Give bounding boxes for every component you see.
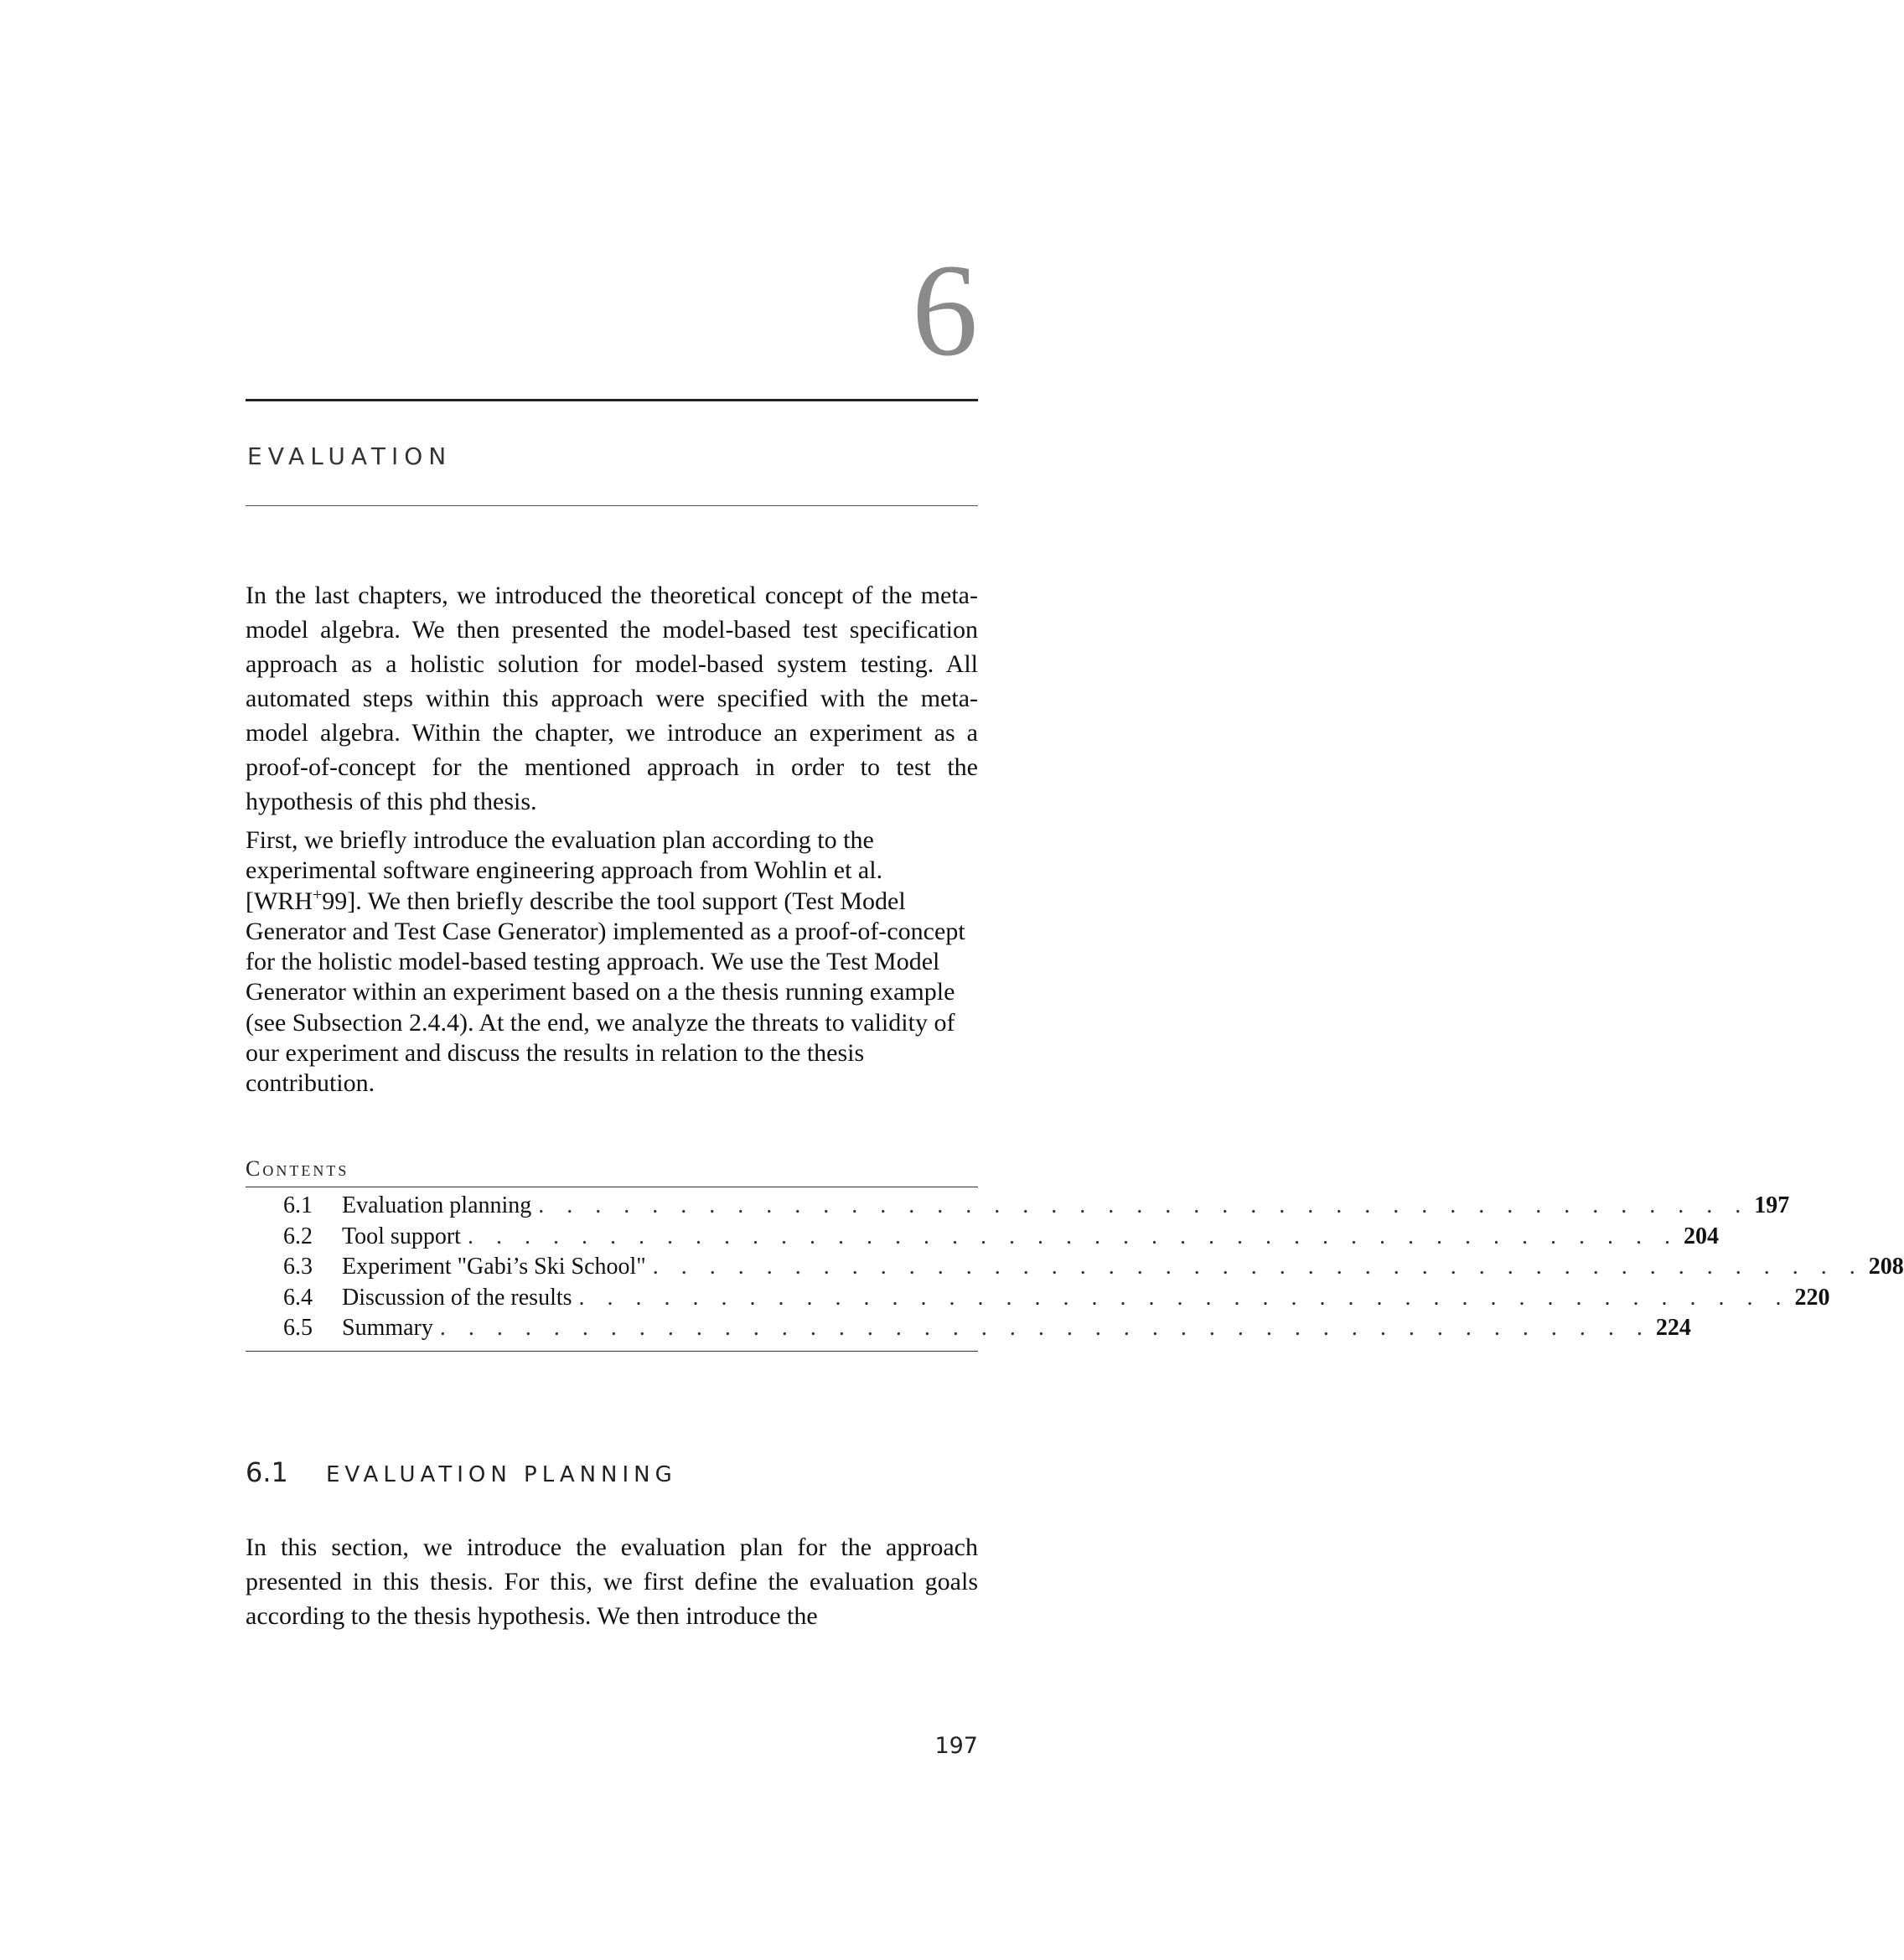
chapter-intro (246, 578, 978, 1099)
toc-leader-dots: . . . . . . . . . . . . . . . . . . . . . . . . . . . . . . . . . . . . . . . . . . . (467, 1223, 1679, 1249)
page-number: 197 (934, 1733, 978, 1759)
section-body (246, 1530, 978, 1633)
toc-entry-title: Experiment "Gabi’s Ski School" (342, 1254, 646, 1280)
toc-entry-page: 220 (1794, 1284, 1830, 1311)
chapter-contents (246, 1156, 1904, 1352)
toc-entry-title: Tool support (342, 1223, 461, 1249)
toc-entry[interactable] (246, 1192, 1790, 1223)
chapter-title: EVALUATION (247, 442, 453, 470)
toc-entry-title: Evaluation planning (342, 1192, 532, 1218)
toc-entry[interactable] (246, 1254, 1904, 1285)
citation-superscript: + (312, 885, 323, 904)
toc-entry[interactable] (246, 1223, 1719, 1254)
toc-leader-dots: . . . . . . . . . . . . . . . . . . . . . . . . . . . . . . . . . . . . . . . . . . . (652, 1254, 1864, 1280)
toc-entry-number: 6.1 (283, 1192, 313, 1218)
section-heading (246, 1456, 677, 1488)
toc-leader-dots: . . . . . . . . . . . . . . . . . . . . . . . . . . . . . . . . . . . . . . . . . . . (538, 1192, 1750, 1218)
toc-entry[interactable] (246, 1315, 1691, 1346)
section-paragraph: In this section, we introduce the evaluation plan for the approach presented in this thesis. For this, we first define the evaluation goals according to the thesis hypothesis. We then introduce the (246, 1533, 978, 1630)
contents-heading: Contents (246, 1156, 978, 1187)
intro-paragraph-2-text-b: 99]. We then briefly describe the tool support (Test Model Generator and Test Case Generator) implemented as a proof-of-concept for the holistic model-based testing approach. We use the Test Model Generator within an experiment based on a the thesis running example (see Subsection 2.4.4). At the end, we analyze the threats to validity of our experiment and discuss the results in relation to the thesis contribution. (246, 887, 965, 1098)
chapter-rule-bottom (246, 505, 978, 506)
toc-entry-page: 224 (1655, 1315, 1691, 1341)
toc-entry-page: 204 (1683, 1223, 1719, 1249)
intro-paragraph-1: In the last chapters, we introduced the theoretical concept of the meta-model algebra. We then presented the model-based test specification approach as a holistic solution for model-based system testing. All automated steps within this approach were specified with the meta-model algebra. Within the chapter, we introduce an experiment as a proof-of-concept for the mentioned approach in order to test the hypothesis of this phd thesis. (246, 582, 978, 815)
toc-entry-title: Discussion of the results (342, 1284, 572, 1311)
section-number: 6.1 (246, 1456, 288, 1488)
toc-leader-dots: . . . . . . . . . . . . . . . . . . . . . . . . . . . . . . . . . . . . . . . . . . . (578, 1284, 1790, 1311)
toc-entry-page: 197 (1754, 1192, 1790, 1218)
chapter-rule-top (246, 399, 978, 401)
section-title: EVALUATION PLANNING (326, 1462, 677, 1487)
toc-entry-number: 6.2 (283, 1223, 313, 1249)
chapter-number: 6 (912, 237, 978, 384)
toc-entry-title: Summary (342, 1315, 433, 1341)
toc-entry-number: 6.4 (283, 1284, 313, 1311)
toc-list (246, 1187, 1904, 1352)
intro-paragraph-2 (246, 825, 978, 1099)
toc-entry[interactable] (246, 1284, 1830, 1316)
toc-entry-number: 6.5 (283, 1315, 313, 1341)
toc-leader-dots: . . . . . . . . . . . . . . . . . . . . . . . . . . . . . . . . . . . . . . . . . . . (439, 1315, 1651, 1341)
toc-entry-page: 208 (1868, 1254, 1904, 1280)
intro-paragraph-2-text-a: First, we briefly introduce the evaluation plan according to the experimental software engineering approach from Wohlin et al. [WRH (246, 826, 883, 915)
toc-entry-number: 6.3 (283, 1254, 313, 1280)
